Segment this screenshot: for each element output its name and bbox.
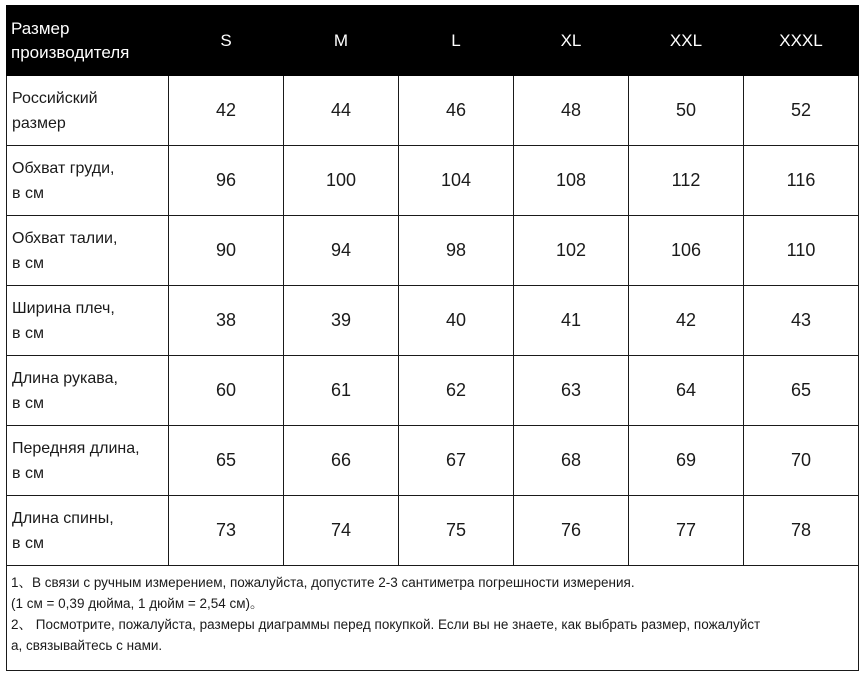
table-cell: 42 xyxy=(629,286,744,356)
table-cell: 104 xyxy=(399,146,514,216)
table-row xyxy=(7,146,859,216)
table-cell: 40 xyxy=(399,286,514,356)
table-cell: 102 xyxy=(514,216,629,286)
size-header-cell: XXXL xyxy=(744,6,859,76)
row-label: Длина спины, в см xyxy=(7,496,169,566)
row-label: Обхват груди, в см xyxy=(7,146,169,216)
table-cell: 69 xyxy=(629,426,744,496)
header-label-cell xyxy=(7,6,169,76)
table-cell: 100 xyxy=(284,146,399,216)
table-cell: 98 xyxy=(399,216,514,286)
size-header-cell: S xyxy=(169,6,284,76)
note-line: 2、 Посмотрите, пожалуйста, размеры диаграммы перед покупкой. Если вы не знаете, как выбрать размер, пожалуйст xyxy=(11,617,761,632)
table-cell: 112 xyxy=(629,146,744,216)
table-cell: 78 xyxy=(744,496,859,566)
table-cell: 63 xyxy=(514,356,629,426)
table-cell: 116 xyxy=(744,146,859,216)
table-cell: 42 xyxy=(169,76,284,146)
header-label: Размер производителя xyxy=(11,18,130,62)
row-label: Российский размер xyxy=(7,76,169,146)
table-cell: 43 xyxy=(744,286,859,356)
table-row xyxy=(7,286,859,356)
table-header-row xyxy=(7,6,859,76)
row-label: Передняя длина, в см xyxy=(7,426,169,496)
table-cell: 67 xyxy=(399,426,514,496)
table-cell: 44 xyxy=(284,76,399,146)
table-cell: 74 xyxy=(284,496,399,566)
table-cell: 39 xyxy=(284,286,399,356)
table-cell: 60 xyxy=(169,356,284,426)
table-cell: 65 xyxy=(169,426,284,496)
row-label: Длина рукава, в см xyxy=(7,356,169,426)
table-cell: 62 xyxy=(399,356,514,426)
note-line: а, связывайтесь с нами. xyxy=(11,638,163,653)
table-row xyxy=(7,216,859,286)
table-cell: 38 xyxy=(169,286,284,356)
table-cell: 65 xyxy=(744,356,859,426)
table-cell: 76 xyxy=(514,496,629,566)
table-cell: 66 xyxy=(284,426,399,496)
table-row xyxy=(7,426,859,496)
size-header-cell: XXL xyxy=(629,6,744,76)
table-row xyxy=(7,356,859,426)
table-row xyxy=(7,496,859,566)
table-cell: 46 xyxy=(399,76,514,146)
table-cell: 50 xyxy=(629,76,744,146)
notes-row xyxy=(7,566,859,671)
table-cell: 61 xyxy=(284,356,399,426)
table-cell: 108 xyxy=(514,146,629,216)
table-cell: 73 xyxy=(169,496,284,566)
table-cell: 90 xyxy=(169,216,284,286)
size-header-cell: L xyxy=(399,6,514,76)
row-label: Обхват талии, в см xyxy=(7,216,169,286)
table-row xyxy=(7,76,859,146)
notes-cell xyxy=(7,566,859,671)
table-cell: 70 xyxy=(744,426,859,496)
table-cell: 77 xyxy=(629,496,744,566)
table-cell: 68 xyxy=(514,426,629,496)
table-cell: 106 xyxy=(629,216,744,286)
size-chart-table xyxy=(6,5,859,671)
table-cell: 48 xyxy=(514,76,629,146)
note-line: 1、В связи с ручным измерением, пожалуйста, допустите 2-3 сантиметра погрешности измерения. xyxy=(11,575,635,590)
table-cell: 64 xyxy=(629,356,744,426)
table-cell: 41 xyxy=(514,286,629,356)
table-cell: 94 xyxy=(284,216,399,286)
table-cell: 75 xyxy=(399,496,514,566)
row-label: Ширина плеч, в см xyxy=(7,286,169,356)
size-header-cell: XL xyxy=(514,6,629,76)
table-cell: 96 xyxy=(169,146,284,216)
note-line: (1 см = 0,39 дюйма, 1 дюйм = 2,54 см)。 xyxy=(11,596,264,611)
table-cell: 110 xyxy=(744,216,859,286)
size-header-cell: M xyxy=(284,6,399,76)
table-cell: 52 xyxy=(744,76,859,146)
